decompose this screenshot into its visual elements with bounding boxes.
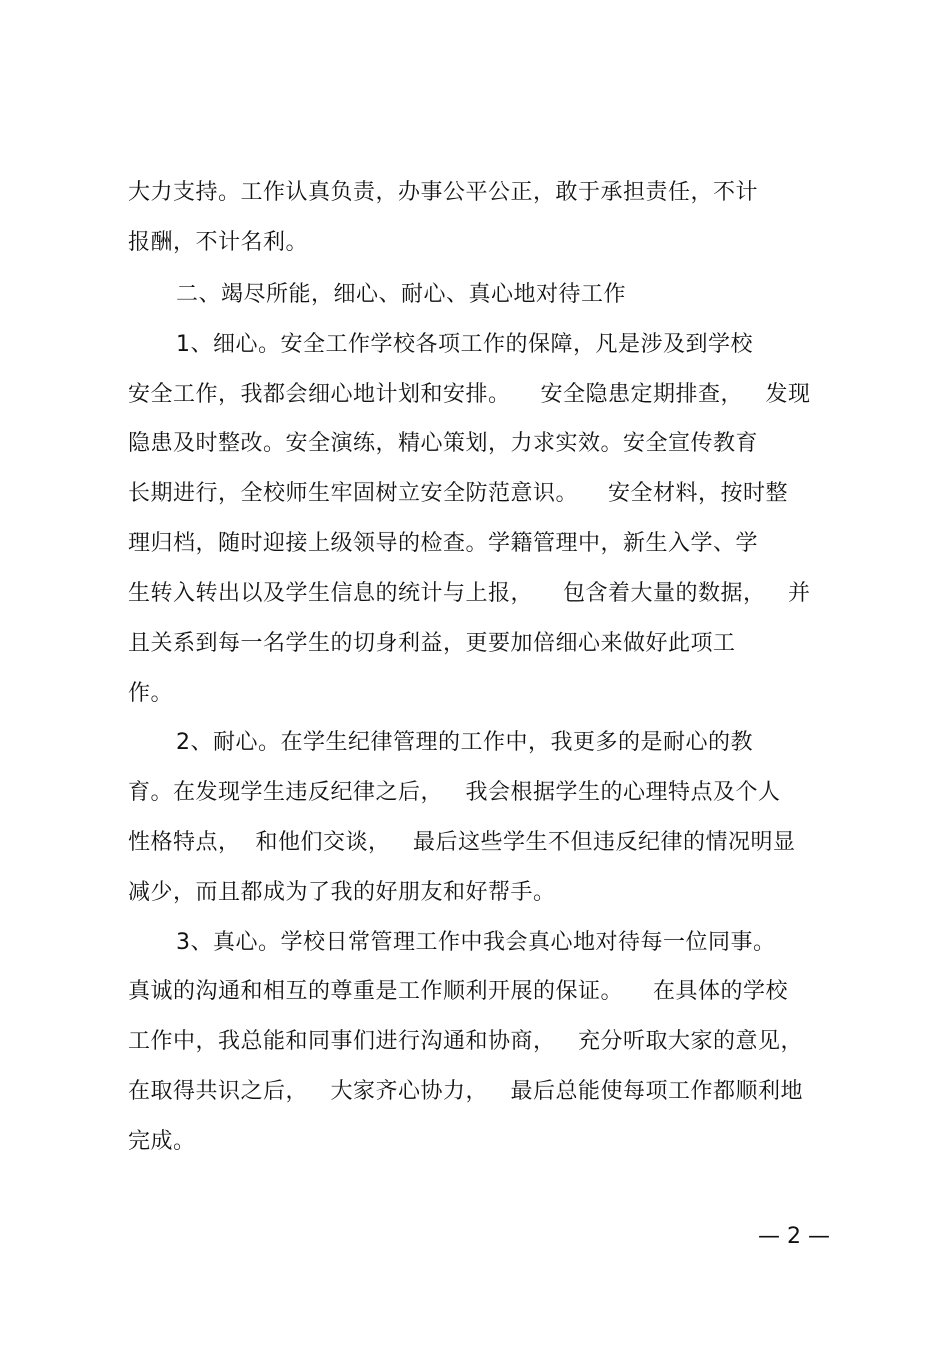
paragraph-line-11: 作。 (128, 681, 174, 706)
paragraph-line-20: 完成。 (128, 1129, 196, 1154)
paragraph-line-10: 且关系到每一名学生的切身利益，更要加倍细心来做好此项工 (128, 631, 736, 656)
paragraph-line-1: 大力支持。工作认真负责，办事公平公正，敢于承担责任，不计 (128, 180, 759, 205)
section-heading: 二、竭尽所能，细心、耐心、真心地对待工作 (176, 282, 627, 307)
paragraph-line-8: 理归档，随时迎接上级领导的检查。学籍管理中，新生入学、学 (128, 531, 759, 556)
paragraph-line-9: 生转入转出以及学生信息的统计与上报， 包含着大量的数据， 并 (128, 581, 811, 606)
page-number: — 2 — (758, 1224, 830, 1249)
paragraph-line-19: 在取得共识之后， 大家齐心协力， 最后总能使每项工作都顺利地 (128, 1079, 803, 1104)
paragraph-line-2: 报酬，不计名利。 (128, 230, 309, 255)
paragraph-line-5: 安全工作，我都会细心地计划和安排。 安全隐患定期排查， 发现 (128, 382, 811, 407)
paragraph-line-17: 真诚的沟通和相互的尊重是工作顺利开展的保证。 在具体的学校 (128, 979, 788, 1004)
paragraph-line-4: 1、细心。安全工作学校各项工作的保障，凡是涉及到学校 (176, 332, 753, 357)
paragraph-line-14: 性格特点， 和他们交谈， 最后这些学生不但违反纪律的情况明显 (128, 830, 796, 855)
paragraph-line-18: 工作中，我总能和同事们进行沟通和协商， 充分听取大家的意见， (128, 1029, 803, 1054)
paragraph-line-12: 2、耐心。在学生纪律管理的工作中，我更多的是耐心的教 (176, 730, 753, 755)
paragraph-line-16: 3、真心。学校日常管理工作中我会真心地对待每一位同事。 (176, 930, 776, 955)
paragraph-line-7: 长期进行，全校师生牢固树立安全防范意识。 安全材料，按时整 (128, 481, 788, 506)
paragraph-line-15: 减少，而且都成为了我的好朋友和好帮手。 (128, 880, 556, 905)
paragraph-line-6: 隐患及时整改。安全演练，精心策划，力求实效。安全宣传教育 (128, 431, 759, 456)
paragraph-line-13: 育。在发现学生违反纪律之后， 我会根据学生的心理特点及个人 (128, 780, 781, 805)
